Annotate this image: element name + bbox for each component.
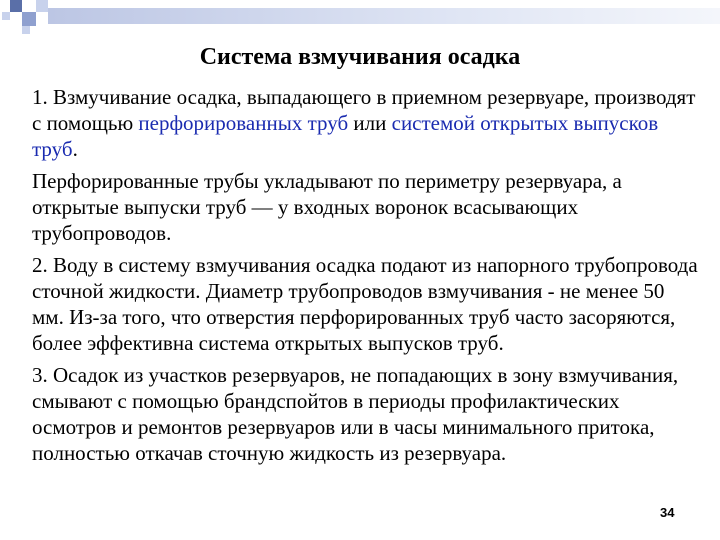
decor-square — [22, 26, 30, 34]
slide-title: Система взмучивания осадка — [199, 44, 521, 70]
decor-square — [22, 12, 36, 26]
decor-square — [2, 12, 10, 20]
paragraph-1-end: . — [72, 137, 78, 161]
paragraph-1-connector: или — [348, 111, 392, 135]
header-gradient-bar — [48, 8, 720, 24]
page-number: 34 — [660, 505, 675, 520]
highlight-open-outlets: системой открытых выпусков труб — [32, 111, 659, 161]
decor-square — [10, 0, 22, 12]
slide-body — [32, 84, 700, 472]
decor-square — [36, 0, 48, 12]
paragraph-3: 2. Воду в систему взмучивания осадка подают из напорного трубопровода сточной жидкости. Диаметр трубопроводов взмучивания - не менее 50 мм. Из-за того, что отверстия перфорированных труб часто засоряются, более эффективна система открытых выпусков труб. — [32, 253, 698, 355]
paragraph-4: 3. Осадок из участков резервуаров, не попадающих в зону взмучивания, смывают с помощью брандспойтов в периоды профилактических осмотров и ремонтов резервуаров или в часы минимального притока, полностью откачав сточную жидкость из резервуара. — [32, 363, 679, 465]
paragraph-1-text: 1. Взмучивание осадка, выпадающего в приемном резервуаре, производят с помощью — [32, 85, 696, 135]
paragraph-1 — [32, 84, 700, 162]
paragraph-2: Перфорированные трубы укладывают по периметру резервуара, а открытые выпуски труб — у входных воронок всасывающих трубопроводов. — [32, 169, 622, 245]
highlight-perforated-pipes: перфорированных труб — [138, 111, 349, 135]
